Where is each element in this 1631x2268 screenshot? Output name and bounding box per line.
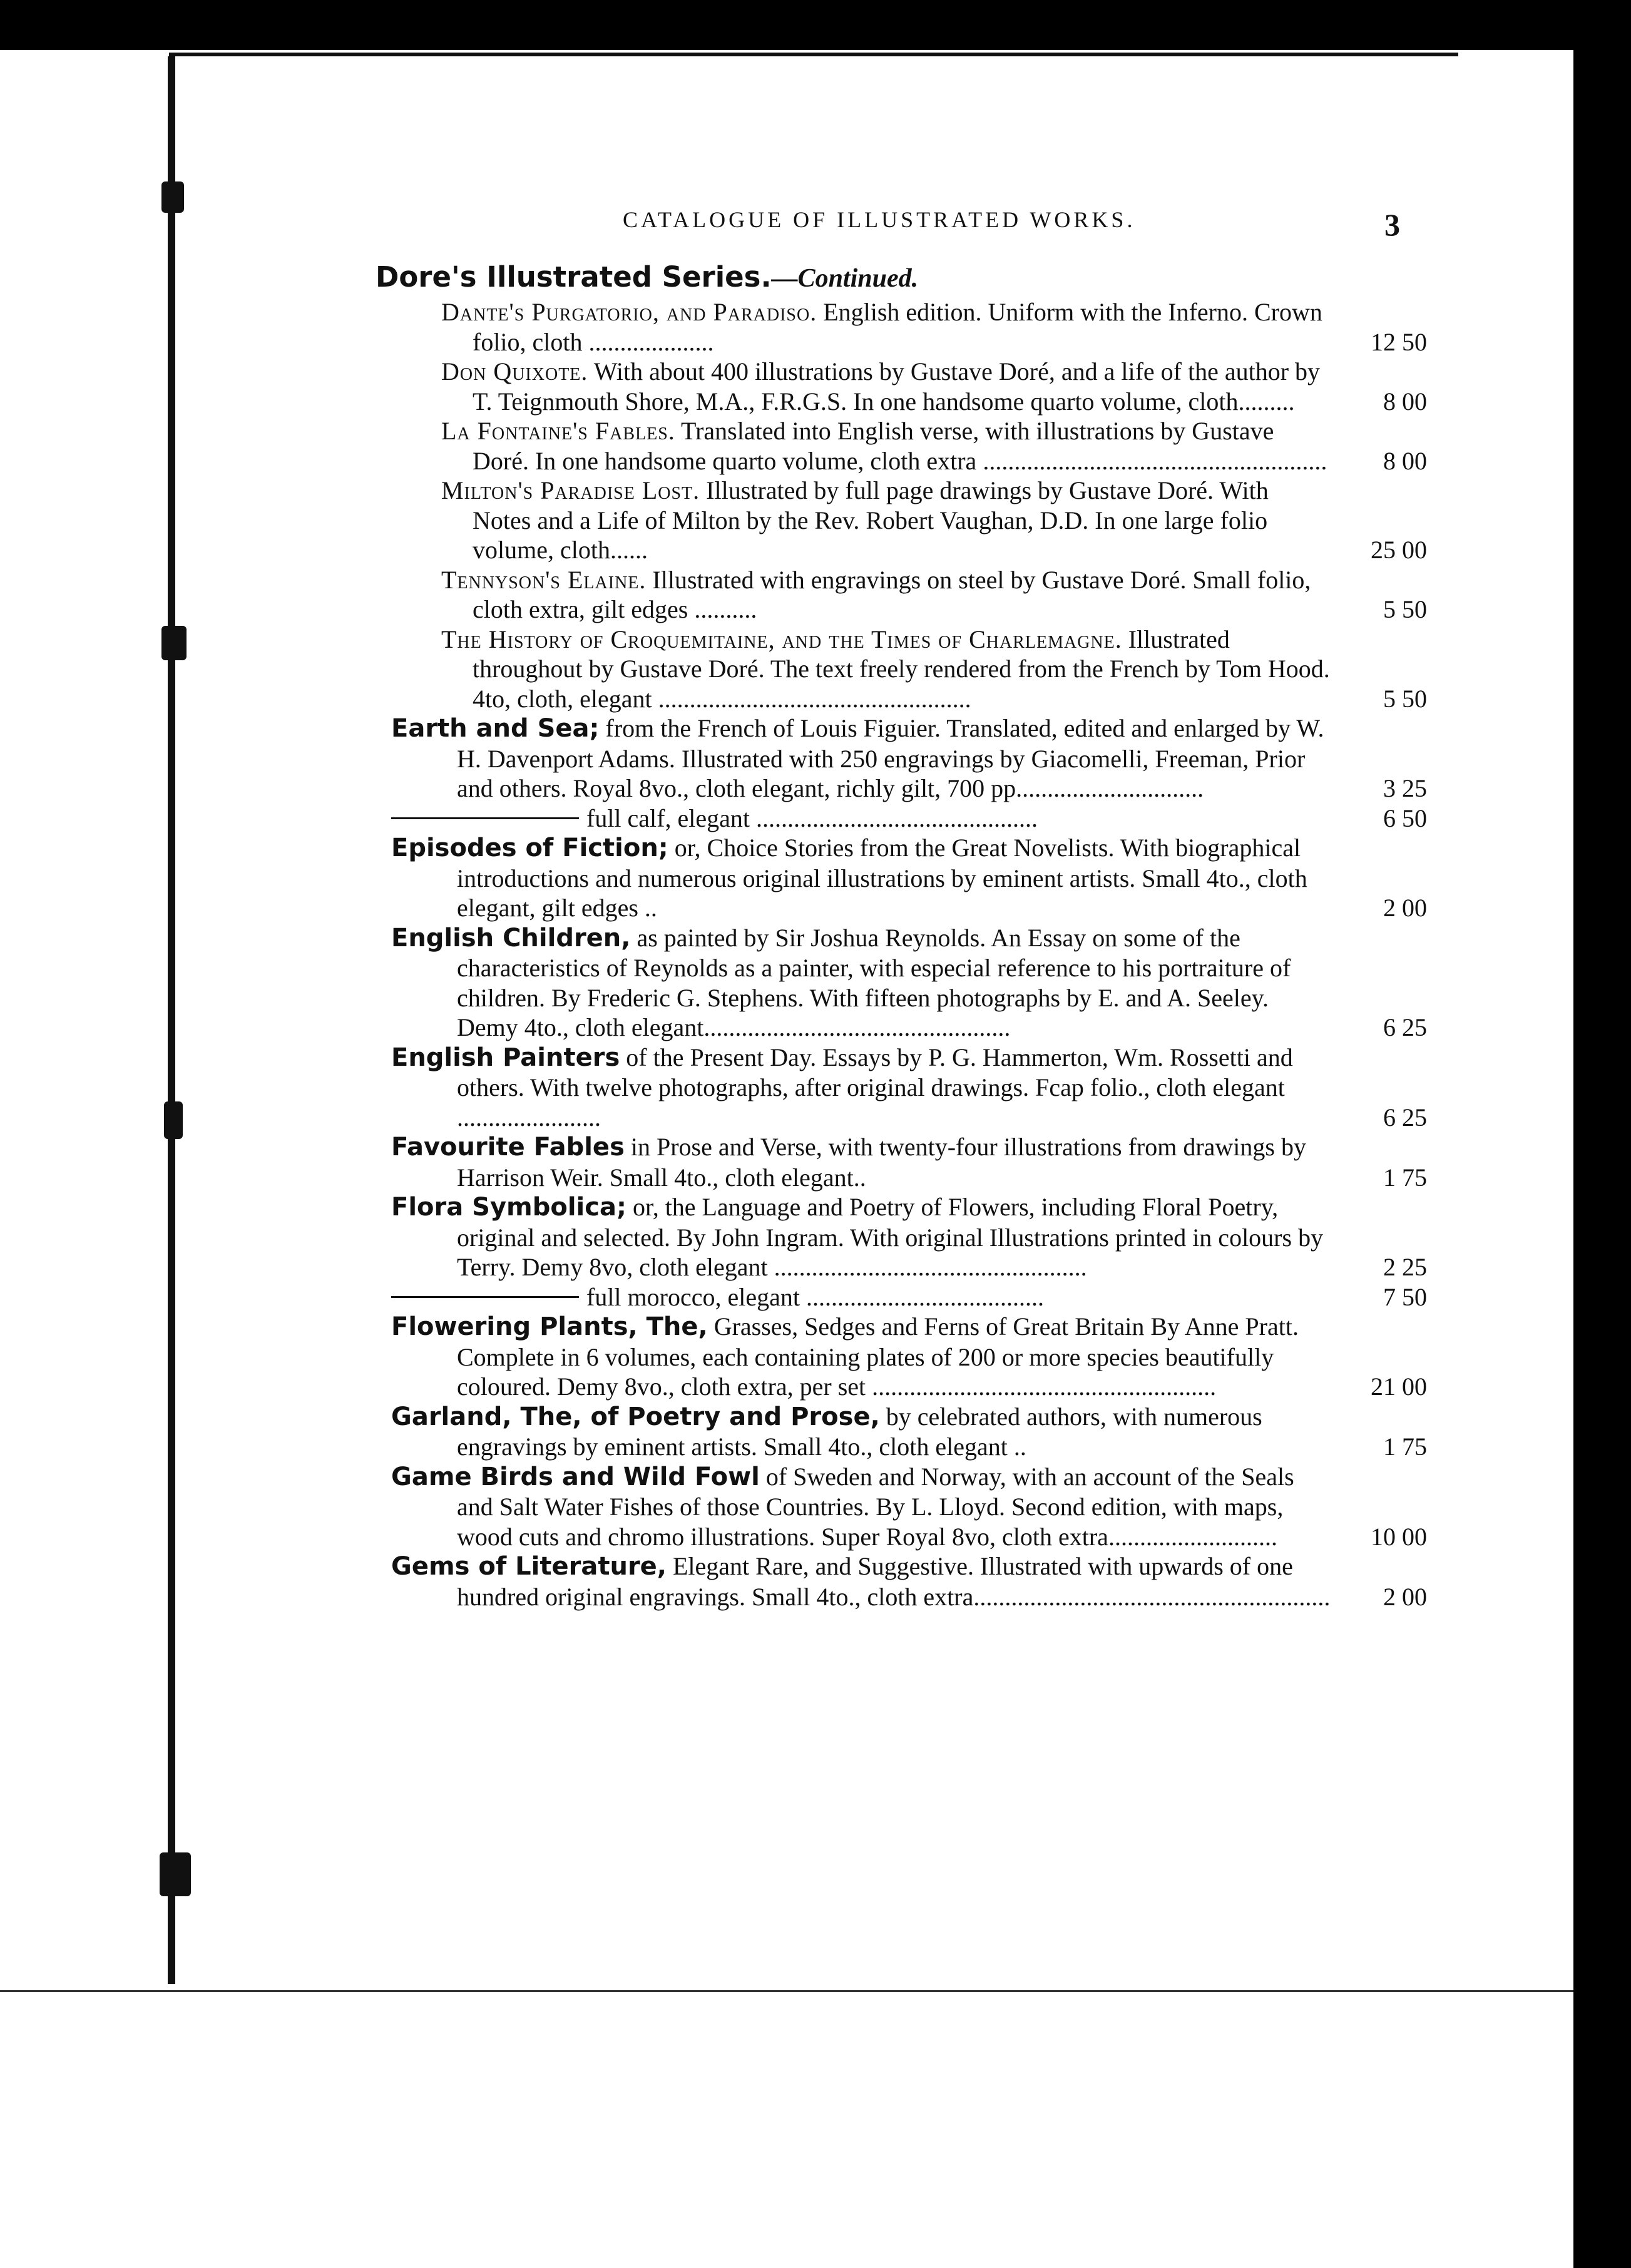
page-number: 3: [1384, 207, 1400, 242]
catalogue-entry: [376, 1312, 1427, 1402]
entry-heading: Flowering Plants, The,: [391, 1312, 708, 1341]
entry-price: 8 00: [1383, 446, 1427, 475]
entry-price: 21 00: [1371, 1372, 1427, 1401]
entry-title: La Fontaine's Fables.: [441, 417, 675, 445]
catalogue-entry: [376, 1551, 1427, 1612]
entry-description: With about 400 illustrations by Gustave Doré, and a life of the author by T. Teignmouth Shore, M.A., F.R.G.S. In one handsome quarto volume, cloth.........: [473, 357, 1321, 416]
ink-blot: [161, 626, 187, 660]
catalogue-entry: [376, 923, 1427, 1043]
entry-title: Tennyson's Elaine.: [441, 565, 647, 594]
scan-top-border: [0, 0, 1631, 50]
entry-price: 5 50: [1383, 595, 1427, 623]
entry-description: of the Present Day. Essays by P. G. Hammerton, Wm. Rossetti and others. With twelve photographs, after original drawings. Fcap folio., cloth elegant .......................: [457, 1043, 1293, 1131]
entry-price: 2 00: [1383, 894, 1427, 922]
entry-price: 6 25: [1383, 1103, 1427, 1131]
entry-description: of Sweden and Norway, with an account of the Seals and Salt Water Fishes of those Countries. By L. Lloyd. Second edition, with maps, wood cuts and chromo illustrations. Super Royal 8vo, cloth extra...........................: [457, 1462, 1294, 1551]
entry-price: 2 00: [1383, 1582, 1427, 1611]
catalogue-entry: [376, 1192, 1427, 1282]
entry-text: [391, 1192, 1333, 1282]
entry-price: 6 50: [1383, 804, 1427, 832]
catalogue-entry: [376, 833, 1427, 923]
entry-description: English edition. Uniform with the Inferno. Crown folio, cloth ....................: [473, 298, 1322, 356]
entry-price: 10 00: [1371, 1522, 1427, 1551]
series-title-text: Dore's Illustrated Series.: [376, 260, 772, 294]
catalogue-list: [376, 713, 1427, 1612]
entry-price: 25 00: [1371, 536, 1427, 564]
catalogue-entry: [376, 565, 1427, 625]
entry-price: 7 50: [1383, 1282, 1427, 1311]
entry-price: 1 75: [1383, 1163, 1427, 1192]
entry-heading: Game Birds and Wild Fowl: [391, 1462, 760, 1491]
entry-text: [391, 1402, 1333, 1462]
entry-description: from the French of Louis Figuier. Translated, edited and enlarged by W. H. Davenport Adams. Illustrated with 250 engravings by Giacomelli, Freeman, Prior and others. Royal 8vo., cloth elegant, richly gilt, 700 pp..............................: [457, 714, 1324, 802]
entry-title: The History of Croquemitaine, and the Times of Charlemagne.: [441, 625, 1122, 653]
entry-heading: Flora Symbolica;: [391, 1193, 626, 1222]
entry-text: [391, 713, 1333, 804]
entry-text: [391, 833, 1333, 923]
entry-text: [391, 923, 1333, 1043]
entry-price: 3 25: [1383, 774, 1427, 802]
entry-text: [441, 416, 1333, 476]
entry-heading: Earth and Sea;: [391, 714, 600, 743]
entry-price: 6 25: [1383, 1013, 1427, 1041]
catalogue-entry: [376, 625, 1427, 714]
entry-description: Illustrated by full page drawings by Gustave Doré. With Notes and a Life of Milton by the Rev. Robert Vaughan, D.D. In one large folio volume, cloth......: [473, 476, 1269, 564]
entry-price: 2 25: [1383, 1253, 1427, 1281]
entry-heading: English Painters: [391, 1043, 620, 1072]
entry-title: Don Quixote.: [441, 357, 588, 386]
entry-text: [391, 1132, 1333, 1192]
entry-description: Illustrated with engravings on steel by Gustave Doré. Small folio, cloth extra, gilt edges ..........: [473, 565, 1311, 623]
entry-price: 1 75: [1383, 1433, 1427, 1461]
entry-price: 8 00: [1383, 387, 1427, 416]
catalogue-entry: [376, 1402, 1427, 1462]
catalogue-entry: [376, 713, 1427, 804]
entry-title: Milton's Paradise Lost.: [441, 476, 700, 504]
ditto-rule: [391, 817, 579, 819]
catalogue-entry: [376, 1282, 1427, 1312]
entry-text: [391, 1282, 1333, 1312]
entry-price: 12 50: [1371, 327, 1427, 356]
catalogue-entry: [376, 1043, 1427, 1133]
entry-title: Dante's Purgatorio, and Paradiso.: [441, 298, 817, 326]
continued-label: —Continued.: [771, 264, 919, 293]
series-title: [376, 260, 1427, 296]
entry-text: [441, 476, 1333, 565]
entry-description: as painted by Sir Joshua Reynolds. An Essay on some of the characteristics of Reynolds as a painter, with especial reference to his portraiture of children. By Frederic G. Stephens. With fifteen photographs by E. and A. Seeley. Demy 4to., cloth elegant.................................................: [457, 923, 1291, 1041]
ink-blot: [161, 181, 184, 213]
entry-heading: Episodes of Fiction;: [391, 834, 668, 862]
catalogue-entry: [376, 416, 1427, 476]
entry-heading: English Children,: [391, 923, 631, 953]
catalogue-entry: [376, 297, 1427, 357]
entry-description: or, Choice Stories from the Great Novelists. With biographical introductions and numerous original illustrations by eminent artists. Small 4to., cloth elegant, gilt edges ..: [457, 834, 1307, 922]
entry-text: [441, 357, 1333, 416]
scan-right-border: [1573, 0, 1631, 2268]
dore-series-list: [376, 297, 1427, 713]
entry-heading: Favourite Fables: [391, 1133, 625, 1162]
binding-edge: [168, 56, 175, 1984]
entry-description: in Prose and Verse, with twenty-four illustrations from drawings by Harrison Weir. Small 4to., cloth elegant..: [457, 1133, 1306, 1192]
bottom-rule: [0, 1990, 1573, 1992]
entry-description: full morocco, elegant ......................................: [586, 1282, 1044, 1311]
entry-text: [391, 1551, 1333, 1612]
entry-description: Grasses, Sedges and Ferns of Great Britain By Anne Pratt. Complete in 6 volumes, each containing plates of 200 or more species beautifully coloured. Demy 8vo., cloth extra, per set .......................................................: [457, 1312, 1299, 1401]
ink-blot: [164, 1101, 183, 1139]
entry-text: [391, 1312, 1333, 1402]
entry-description: Elegant Rare, and Suggestive. Illustrated with upwards of one hundred original engravings. Small 4to., cloth extra.........................................................: [457, 1552, 1331, 1611]
entry-text: [441, 565, 1333, 625]
entry-description: by celebrated authors, with numerous engravings by eminent artists. Small 4to., cloth elegant ..: [457, 1402, 1262, 1461]
catalogue-entry: [376, 1462, 1427, 1552]
entry-heading: Garland, The, of Poetry and Prose,: [391, 1402, 880, 1431]
catalogue-entry: [376, 357, 1427, 416]
entry-text: [441, 297, 1333, 357]
entry-text: [391, 1043, 1333, 1133]
catalogue-entry: [376, 804, 1427, 834]
top-rule: [169, 53, 1458, 56]
catalogue-entry: [376, 1132, 1427, 1192]
entry-heading: Gems of Literature,: [391, 1552, 667, 1581]
entry-text: [441, 625, 1333, 714]
entry-description: Translated into English verse, with illustrations by Gustave Doré. In one handsome quarto volume, cloth extra .......................................................: [473, 417, 1327, 475]
entry-price: 5 50: [1383, 684, 1427, 713]
entry-text: [391, 804, 1333, 834]
running-header: CATALOGUE OF ILLUSTRATED WORKS.: [623, 207, 1136, 232]
catalogue-entry: [376, 476, 1427, 565]
catalogue-entries: [376, 260, 1427, 1612]
ink-blot: [160, 1852, 191, 1896]
entry-description: or, the Language and Poetry of Flowers, including Floral Poetry, original and selected. By John Ingram. With original Illustrations printed in colours by Terry. Demy 8vo, cloth elegant ..................................................: [457, 1193, 1324, 1281]
entry-text: [391, 1462, 1333, 1552]
entry-description: Illustrated throughout by Gustave Doré. The text freely rendered from the French by Tom Hood. 4to, cloth, elegant ..................................................: [473, 625, 1330, 713]
entry-description: full calf, elegant .............................................: [586, 804, 1038, 832]
ditto-rule: [391, 1296, 579, 1298]
